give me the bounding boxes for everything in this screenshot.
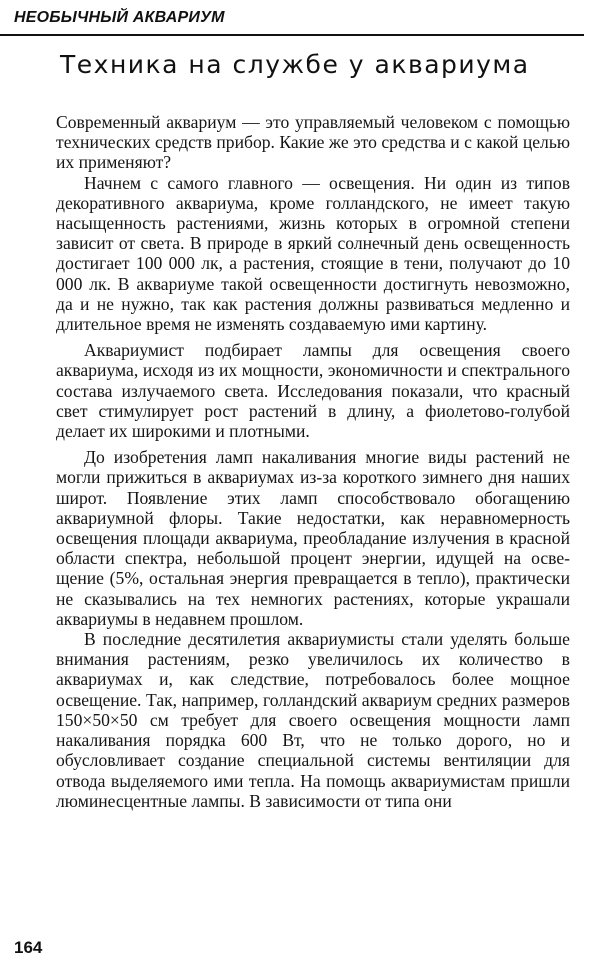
body-text [56, 112, 570, 811]
page-number: 164 [14, 938, 43, 957]
paragraph: Современный аквариум — это управляемый человеком с помощью технических средств прибор. Какие же это средства и с какой целью их применяют? [56, 112, 570, 173]
paragraph: Начнем с самого главного — освещения. Ни один из типов декоративного аквариума, кроме голландского, не имеет такую насыщенность растениями, жизнь которых в огромной степени зависит от света. В природе в яркий солнечный день освещенность достигает 100 000 лк, а растения, стоящие в тени, получают до 10 000 лк. В аквариуме такой освещенности достигнуть невозможно, да и не нужно, так как растения должны развиваться медленно и длительное время не изменять создаваемую ими картину. [56, 172, 570, 335]
paragraph: В последние десятилетия аквариумисты стали уделять больше внимания растениям, резко увеличилось их количество в аквариумах и, как следствие, потребовалось более мощное освещение. Так, например, голландский аквариум средних размеров 150×50×50 см требует для своего освещения мощности ламп накаливания порядка 600 Вт, что не только дорого, но и обусловливает создание специальной системы вентиляции для отвода выделяемого ими тепла. На помощь аквариумистам пришли люминесцентные лампы. В зависимости от типа они [56, 629, 570, 811]
paragraph: Аквариумист подбирает лампы для освещения своего аквариума, исходя из их мощности, экономичности и спектрального состава излучаемого света. Исследования показали, что красный свет стимулирует рост растений в длину, а фиолетово-голубой делает их широкими и плотными. [56, 340, 570, 442]
header-rule [0, 34, 584, 36]
paragraph: До изобретения ламп накаливания многие виды растений не могли прижиться в аквариумах из-за короткого зимнего дня наших широт. Появление этих ламп способствовало обогащению аквариумной флоры. Такие недостатки, как неравномерность освещения площади аквариума, преобладание излучения в красной области спектра, небольшой процент энергии, идущей на освещение (5%, остальная энергия превращается в тепло), практически не сказывались на тех немногих растениях, которые украшали аквариумы в недавнем прошлом. [56, 447, 570, 629]
chapter-title: Техника на службе у аквариума [60, 50, 530, 79]
running-head: НЕОБЫЧНЫЙ АКВАРИУМ [14, 9, 225, 26]
